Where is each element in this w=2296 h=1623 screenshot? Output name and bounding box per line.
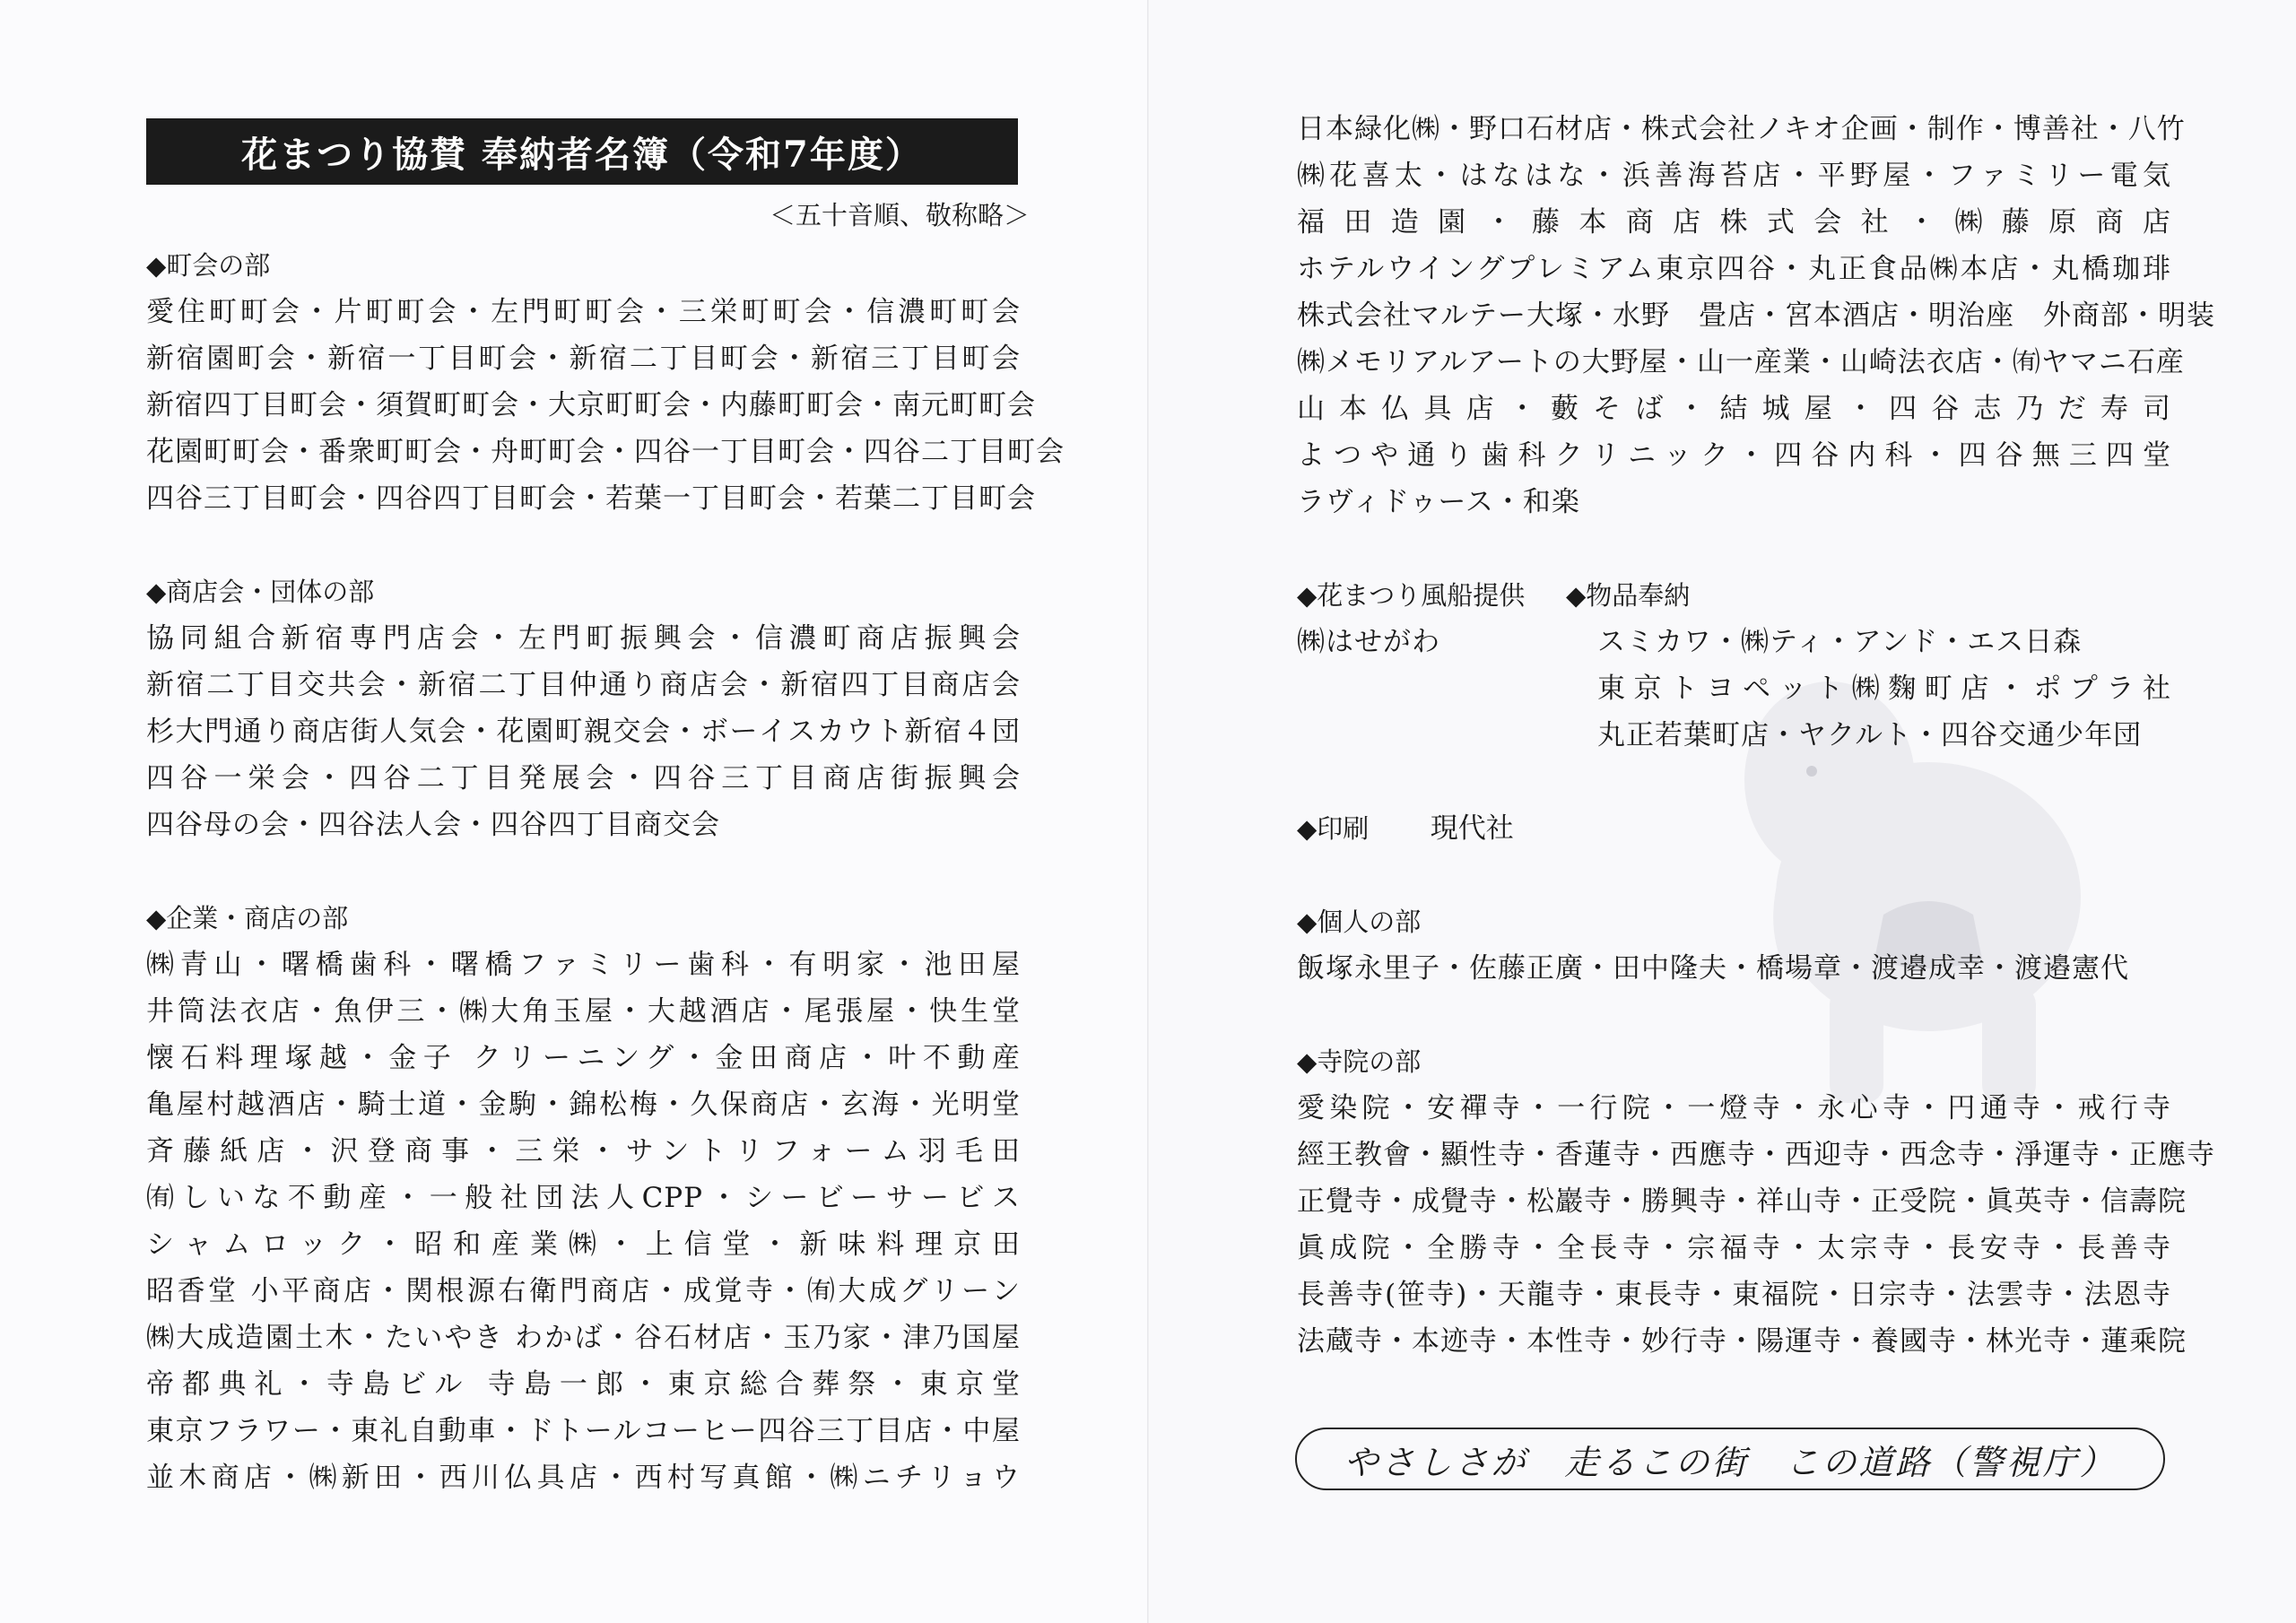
list-line: 昭香堂 小平商店・関根源右衛門商店・成覚寺・㈲大成グリーン [146, 1275, 1021, 1307]
left-column [146, 242, 1065, 1501]
subtitle-note: ＜五十音順、敬称略＞ [769, 200, 1030, 230]
section-companies [146, 895, 1021, 1501]
right-column [1297, 106, 2215, 1365]
list-line: 經王教會・顯性寺・香蓮寺・西應寺・西迎寺・西念寺・淨運寺・正應寺 [1297, 1139, 2215, 1171]
section-heading-printing: ◆印刷 [1297, 813, 1370, 844]
list-line: ㈱大成造園土木・たいやき わかば・谷石材店・玉乃家・津乃国屋 [146, 1322, 1021, 1354]
traffic-safety-slogan: やさしさが 走るこの街 この道路（警視庁） [1295, 1428, 2165, 1490]
list-line: 日本緑化㈱・野口石材店・株式会社ノキオ企画・制作・博善社・八竹 [1297, 113, 2186, 145]
section-heading: ◆商店会・団体の部 [146, 577, 375, 607]
list-line: ㈱花喜太・はなはな・浜善海苔店・平野屋・ファミリー電気 [1297, 160, 2171, 192]
list-line: 四谷三丁目町会・四谷四丁目町会・若葉一丁目町会・若葉二丁目町会 [146, 482, 1036, 515]
list-line: 花園町町会・番衆町町会・舟町町会・四谷一丁目町会・四谷二丁目町会 [146, 436, 1065, 468]
list-line: 斉藤紙店・沢登商事・三栄・サントリフォーム羽毛田 [146, 1135, 1021, 1167]
balloon-donor: ㈱はせがわ [1297, 626, 1440, 658]
list-line: 丸正若葉町店・ヤクルト・四谷交通少年団 [1597, 719, 2143, 751]
list-line: ホテルウイングプレミアム東京四谷・丸正食品㈱本店・丸橋珈琲 [1297, 253, 2171, 285]
list-line: 四谷一栄会・四谷二丁目発展会・四谷三丁目商店街振興会 [146, 762, 1021, 794]
list-line: 東京トヨペット㈱麴町店・ポプラ社 [1597, 673, 2171, 705]
section-individuals [1297, 898, 2171, 992]
list-line: 愛住町町会・片町町会・左門町町会・三栄町町会・信濃町町会 [146, 296, 1021, 328]
list-line: ㈱青山・曙橋歯科・曙橋ファミリー歯科・有明家・池田屋 [146, 949, 1021, 981]
page-title: 花まつり協賛 奉納者名簿（令和7年度） [146, 118, 1018, 185]
section-balloons-and-goods [1297, 572, 2171, 759]
section-town-associations [146, 242, 1065, 522]
list-line: ㈱メモリアルアートの大野屋・山一産業・山崎法衣店・㈲ヤマニ石産 [1297, 346, 2185, 378]
list-line: ラヴィドゥース・和楽 [1297, 486, 1580, 518]
list-line: 帝都典礼・寺島ビル 寺島一郎・東京総合葬祭・東京堂 [146, 1368, 1021, 1401]
section-printing [1297, 805, 2171, 852]
list-line: 四谷母の会・四谷法人会・四谷四丁目商交会 [146, 809, 720, 841]
spacer [1297, 852, 2171, 898]
list-line: 新宿四丁目町会・須賀町町会・大京町町会・内藤町町会・南元町町会 [146, 389, 1036, 421]
spacer [146, 522, 1021, 568]
section-heading-balloons: ◆花まつり風船提供 [1297, 580, 1526, 611]
list-line: 並木商店・㈱新田・西川仏具店・西村写真館・㈱ニチリョウ [146, 1462, 1021, 1494]
spacer [1297, 759, 2171, 805]
list-line: 株式会社マルテー大塚・水野 畳店・宮本酒店・明治座 外商部・明装 [1297, 299, 2215, 332]
list-line: 井筒法衣店・魚伊三・㈱大角玉屋・大越酒店・尾張屋・快生堂 [146, 995, 1021, 1028]
list-line: 杉大門通り商店街人気会・花園町親交会・ボーイスカウト新宿４団 [146, 716, 1021, 748]
list-line: 正覺寺・成覺寺・松巖寺・勝興寺・祥山寺・正受院・眞英寺・信壽院 [1297, 1185, 2187, 1218]
list-line: シャムロック・昭和産業㈱・上信堂・新味料理京田 [146, 1228, 1021, 1261]
list-line: よつや通り歯科クリニック・四谷内科・四谷無三四堂 [1297, 439, 2171, 472]
page-fold [1147, 0, 1149, 1623]
goods-list [1597, 619, 2171, 759]
section-heading: ◆個人の部 [1297, 907, 1422, 937]
spacer [1297, 992, 2171, 1038]
list-line: 飯塚永里子・佐藤正廣・田中隆夫・橋場章・渡邉成幸・渡邉憲代 [1297, 952, 2129, 985]
section-heading: ◆寺院の部 [1297, 1046, 1422, 1077]
list-line: 長善寺(笹寺)・天龍寺・東長寺・東福院・日宗寺・法雲寺・法恩寺 [1297, 1279, 2171, 1311]
list-line: 協同組合新宿専門店会・左門町振興会・信濃町商店振興会 [146, 622, 1021, 655]
list-line: スミカワ・㈱ティ・アンド・エス日森 [1597, 626, 2083, 658]
list-line: 亀屋村越酒店・騎士道・金駒・錦松梅・久保商店・玄海・光明堂 [146, 1089, 1021, 1121]
list-line: 福田造園・藤本商店株式会社・㈱藤原商店 [1297, 206, 2171, 239]
section-shop-groups [146, 568, 1021, 848]
section-companies-continued [1297, 106, 2215, 525]
list-line: 愛染院・安禪寺・一行院・一燈寺・永心寺・円通寺・戒行寺 [1297, 1092, 2171, 1124]
list-line: 東京フラワー・東礼自動車・ドトールコーヒー四谷三丁目店・中屋 [146, 1415, 1021, 1447]
spacer [146, 848, 1021, 895]
list-line: 眞成院・全勝寺・全長寺・宗福寺・太宗寺・長安寺・長善寺 [1297, 1232, 2171, 1264]
list-line: 法蔵寺・本迹寺・本性寺・妙行寺・陽運寺・養國寺・林光寺・蓮乘院 [1297, 1325, 2187, 1358]
list-line: 新宿園町会・新宿一丁目町会・新宿二丁目町会・新宿三丁目町会 [146, 343, 1021, 375]
list-line: ㈲しいな不動産・一般社団法人CPP・シービーサービス [146, 1182, 1021, 1214]
printing-company: 現代社 [1430, 812, 1514, 845]
list-line: 山本仏具店・藪そば・結城屋・四谷志乃だ寿司 [1297, 393, 2171, 425]
spacer [1297, 525, 2171, 572]
section-heading: ◆企業・商店の部 [146, 903, 349, 933]
list-line: 新宿二丁目交共会・新宿二丁目仲通り商店会・新宿四丁目商店会 [146, 669, 1021, 701]
section-temples [1297, 1038, 2215, 1365]
section-heading-goods: ◆物品奉納 [1566, 580, 1691, 611]
list-line: 懐石料理塚越・金子 クリーニング・金田商店・叶不動産 [146, 1042, 1021, 1074]
section-heading: ◆町会の部 [146, 250, 271, 281]
